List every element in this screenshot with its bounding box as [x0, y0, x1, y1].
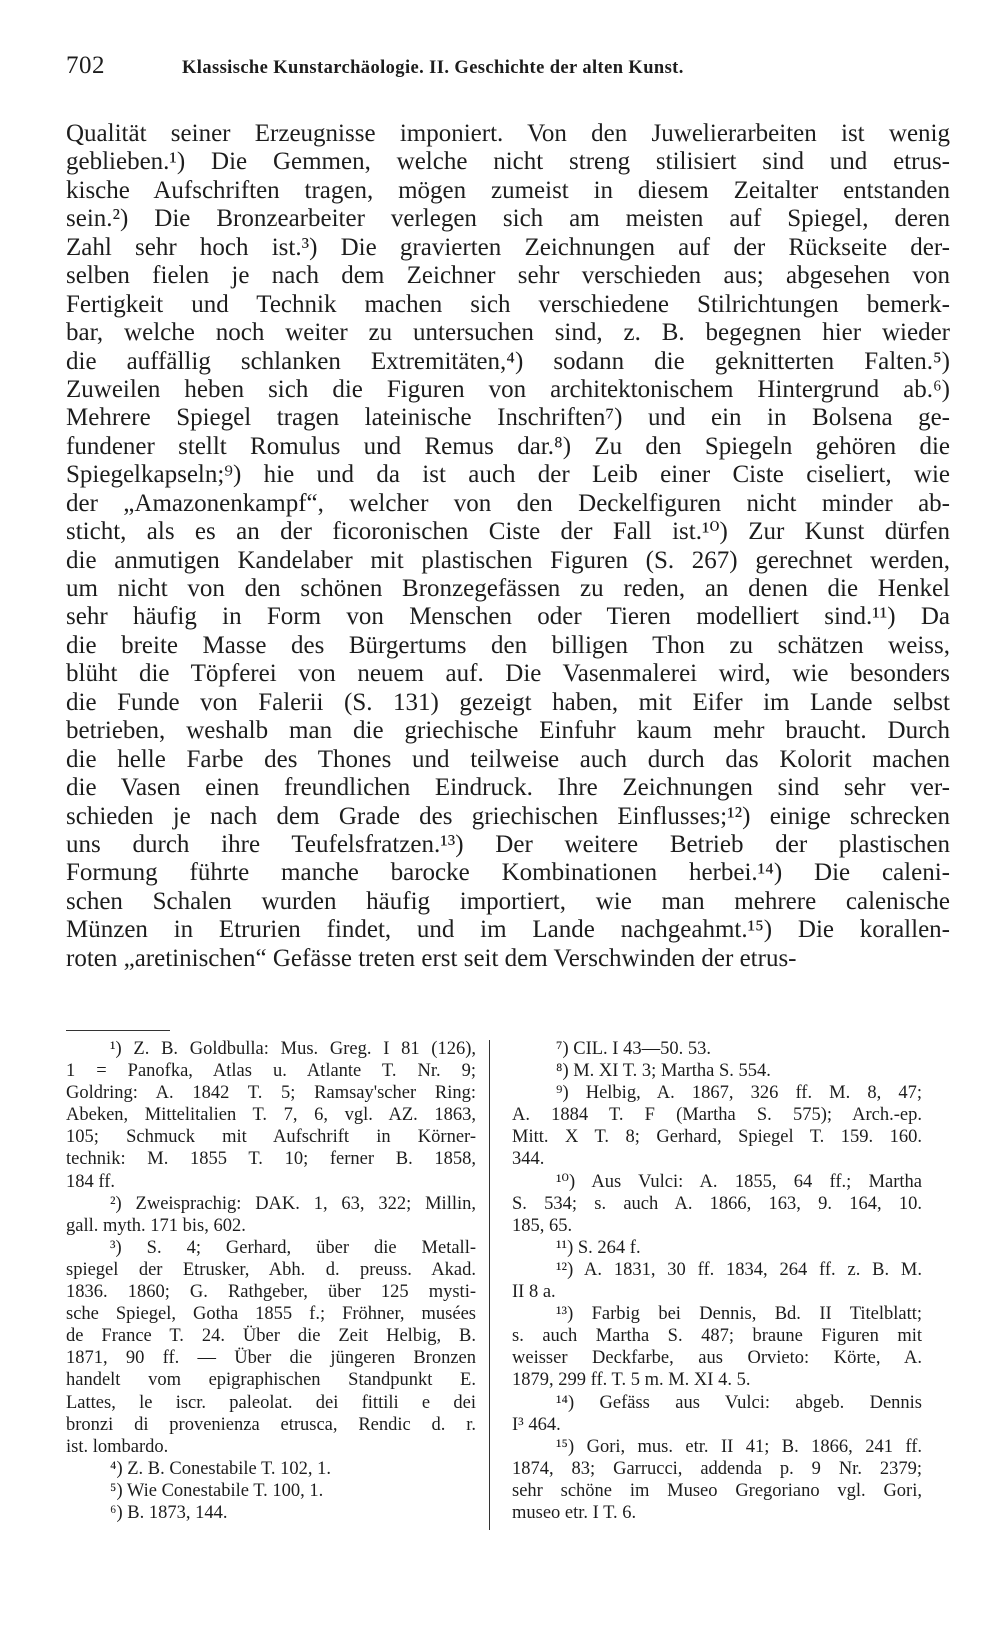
footnote-line: technik: M. 1855 T. 10; ferner B. 1858, — [66, 1149, 476, 1170]
text-line: sein.²) Die Bronzearbeiter verlegen sich am meisten auf Spiegel, deren — [66, 205, 950, 233]
footnote-line: Abeken, Mittelitalien T. 7, 6, vgl. AZ. 1863, — [66, 1105, 476, 1126]
footnote-line: 184 ff. — [66, 1171, 115, 1192]
footnote-line: ist. lombardo. — [66, 1436, 169, 1457]
footnote-line: ¹¹) S. 264 f. — [556, 1237, 641, 1258]
text-line: blüht die Töpferei von neuem auf. Die Vasenmalerei wird, wie besonders — [66, 660, 950, 688]
footnote-line: weisser Deckfarbe, aus Orvieto: Körte, A. — [512, 1348, 922, 1369]
footnote-line: museo etr. I T. 6. — [512, 1502, 637, 1523]
footnote-line: 1836. 1860; G. Rathgeber, über 125 mysti- — [66, 1282, 476, 1303]
footnote-line: ¹) Z. B. Goldbulla: Mus. Greg. I 81 (126), — [110, 1039, 476, 1059]
footnote-line: ¹⁰) Aus Vulci: A. 1855, 64 ff.; Martha — [556, 1171, 922, 1192]
footnotes-right-column — [512, 1038, 922, 1524]
footnote-line: ⁴) Z. B. Conestabile T. 102, 1. — [110, 1458, 332, 1479]
text-line: die Vasen einen freundlichen Eindruck. Ihre Zeichnungen sind sehr ver- — [66, 774, 950, 802]
text-line: uns durch ihre Teufelsfratzen.¹³) Der weitere Betrieb der plastischen — [66, 830, 950, 858]
footnote-line: bronzi di provenienza etrusca, Rendic d. r. — [66, 1414, 476, 1435]
footnote-line: S. 534; s. auch A. 1866, 163, 9. 164, 10. — [512, 1193, 922, 1214]
text-line: Mehrere Spiegel tragen lateinische Inschriften⁷) und ein in Bolsena ge- — [66, 404, 950, 432]
footnote-line: ¹³) Farbig bei Dennis, Bd. II Titelblatt; — [556, 1304, 922, 1325]
footnote-line: Goldring: A. 1842 T. 5; Ramsay'scher Ring: — [66, 1083, 476, 1104]
text-line: schieden je nach dem Grade des griechischen Einflusses;¹²) einige schrecken — [66, 802, 950, 830]
text-line: um nicht von den schönen Bronzegefässen zu reden, an denen die Henkel — [66, 575, 950, 602]
footnote-line: I³ 464. — [512, 1414, 561, 1435]
footnote-line: ³) S. 4; Gerhard, über die Metall- — [110, 1237, 476, 1258]
footnote-column-rule — [489, 1040, 490, 1530]
text-line: die Funde von Falerii (S. 131) gezeigt haben, mit Eifer im Lande selbst — [66, 688, 950, 716]
text-line: sehr häufig in Form von Menschen oder Tieren modelliert sind.¹¹) Da — [66, 603, 950, 631]
text-line: Zuweilen heben sich die Figuren von architektonischem Hintergrund ab.⁶) — [66, 375, 950, 403]
footnote-line: 185, 65. — [512, 1215, 573, 1236]
page-header — [66, 52, 946, 92]
footnote-line: ⁸) M. XI T. 3; Martha S. 554. — [556, 1061, 771, 1082]
footnote-line: 1879, 299 ff. T. 5 m. M. XI 4. 5. — [512, 1370, 751, 1391]
text-line: die helle Farbe des Thones und teilweise auch durch das Kolorit machen — [66, 745, 950, 773]
footnote-line: ⁶) B. 1873, 144. — [110, 1502, 228, 1523]
footnote-line: ⁹) Helbig, A. 1867, 326 ff. M. 8, 47; — [556, 1083, 922, 1104]
footnote-line: 105; Schmuck mit Aufschrift in Körner- — [66, 1127, 476, 1148]
text-line: Münzen in Etrurien findet, und im Lande nachgeahmt.¹⁵) Die korallen- — [66, 916, 950, 944]
running-head: Klassische Kunstarchäologie. II. Geschichte der alten Kunst. — [182, 58, 684, 78]
text-line: fundener stellt Romulus und Remus dar.⁸) Zu den Spiegeln gehören die — [66, 432, 950, 460]
footnote-line: ²) Zweisprachig: DAK. 1, 63, 322; Millin, — [110, 1193, 476, 1214]
footnote-line: ⁷) CIL. I 43—50. 53. — [556, 1039, 711, 1059]
main-text-block — [66, 120, 950, 973]
text-line: kische Aufschriften tragen, mögen zumeist in diesem Zeitalter entstanden — [66, 176, 950, 204]
footnote-line: ¹⁴) Gefäss aus Vulci: abgeb. Dennis — [556, 1392, 922, 1413]
footnote-line: 1874, 83; Garrucci, addenda p. 9 Nr. 2379; — [512, 1458, 922, 1479]
text-line: bar, welche noch weiter zu untersuchen sind, z. B. begegnen hier wieder — [66, 319, 950, 347]
footnote-line: ⁵) Wie Conestabile T. 100, 1. — [110, 1480, 324, 1501]
footnote-line: sehr schöne im Museo Gregoriano vgl. Gori, — [512, 1480, 922, 1501]
footnote-line: 1871, 90 ff. — Über die jüngeren Bronzen — [66, 1348, 476, 1369]
footnote-line: Mitt. X T. 8; Gerhard, Spiegel T. 159. 160. — [512, 1127, 922, 1148]
footnote-line: spiegel der Etrusker, Abh. d. preuss. Akad. — [66, 1259, 476, 1280]
text-line: der „Amazonenkampf“, welcher von den Deckelfiguren nicht minder ab- — [66, 489, 950, 517]
footnote-line: sche Spiegel, Gotha 1855 f.; Fröhner, musées — [66, 1304, 476, 1325]
footnotes-left-column — [66, 1038, 476, 1524]
footnote-line: 344. — [512, 1149, 545, 1170]
text-line: sticht, als es an der ficoronischen Ciste der Fall ist.¹⁰) Zur Kunst dürfen — [66, 518, 950, 546]
footnote-line: ¹²) A. 1831, 30 ff. 1834, 264 ff. z. B. M. — [556, 1259, 922, 1280]
text-line: Spiegelkapseln;⁹) hie und da ist auch der Leib einer Ciste ciseliert, wie — [66, 461, 950, 489]
footnote-line: de France T. 24. Über die Zeit Helbig, B. — [66, 1326, 476, 1347]
text-line: betrieben, weshalb man die griechische Einfuhr kaum mehr braucht. Durch — [66, 717, 950, 745]
text-line: geblieben.¹) Die Gemmen, welche nicht streng stilisiert sind und etrus- — [66, 148, 950, 176]
text-line: Zahl sehr hoch ist.³) Die gravierten Zeichnungen auf der Rückseite der- — [66, 233, 950, 261]
footnote-line: Lattes, le iscr. paleolat. dei fittili e dei — [66, 1392, 476, 1413]
text-line: schen Schalen wurden häufig importiert, wie man mehrere calenische — [66, 887, 950, 915]
footnote-line: handelt vom epigraphischen Standpunkt E. — [66, 1370, 476, 1391]
text-line: die auffällig schlanken Extremitäten,⁴) sodann die geknitterten Falten.⁵) — [66, 347, 950, 375]
footnote-line: II 8 a. — [512, 1282, 556, 1303]
text-line: Fertigkeit und Technik machen sich verschiedene Stilrichtungen bemerk- — [66, 290, 950, 318]
footnote-line: A. 1884 T. F (Martha S. 575); Arch.-ep. — [512, 1105, 922, 1126]
text-line: die breite Masse des Bürgertums den billigen Thon zu schätzen weiss, — [66, 631, 950, 659]
footnote-line: s. auch Martha S. 487; braune Figuren mit — [512, 1326, 922, 1347]
footnote-line: 1 = Panofka, Atlas u. Atlante T. Nr. 9; — [66, 1061, 476, 1082]
footnote-line: ¹⁵) Gori, mus. etr. II 41; B. 1866, 241 ff. — [556, 1436, 922, 1457]
page-number: 702 — [66, 52, 105, 79]
text-line: die anmutigen Kandelaber mit plastischen Figuren (S. 267) gerechnet werden, — [66, 546, 950, 574]
footnote-divider — [66, 1030, 170, 1031]
footnote-line: gall. myth. 171 bis, 602. — [66, 1215, 246, 1236]
text-line: roten „aretinischen“ Gefässe treten erst seit dem Verschwinden der etrus- — [66, 944, 797, 972]
text-line: Formung führte manche barocke Kombinationen herbei.¹⁴) Die caleni- — [66, 859, 950, 887]
text-line: selben fielen je nach dem Zeichner sehr verschieden aus; abgesehen von — [66, 262, 950, 290]
text-line: Qualität seiner Erzeugnisse imponiert. Von den Juwelierarbeiten ist wenig — [66, 120, 950, 147]
